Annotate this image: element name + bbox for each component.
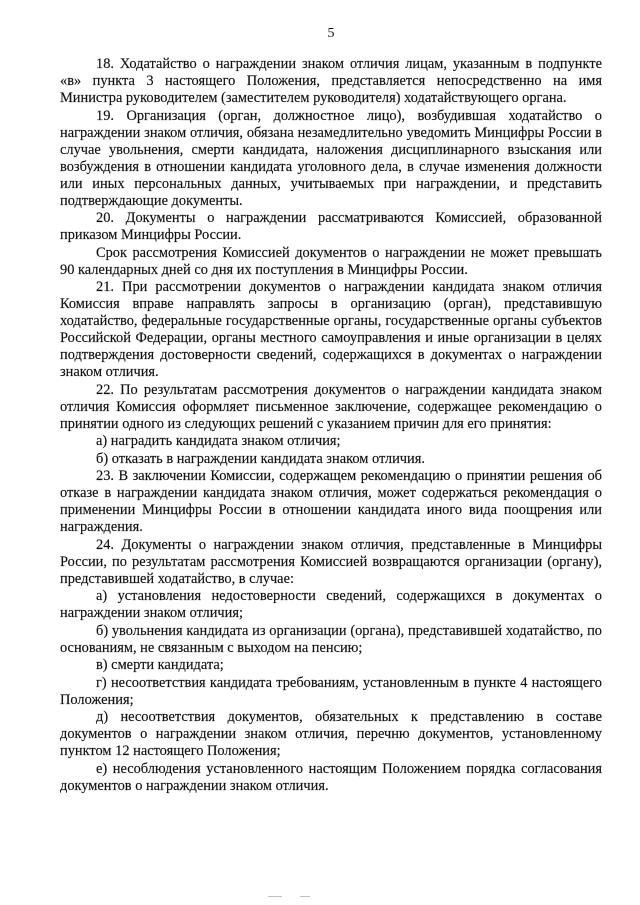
paragraph-23: 23. В заключении Комиссии, содержащем рекомендацию о принятии решения об отказе в награждении кандидата знаком отличия, может содержаться рекомендация о применении Минцифры России в отношении кандидата иного вида поощрения или награждения. bbox=[60, 468, 602, 535]
paragraph-24-a: а) установления недостоверности сведений, содержащихся в документах о награждении знаком отличия; bbox=[60, 588, 602, 621]
paragraph-20-term: Срок рассмотрения Комиссией документов о награждении не может превышать 90 календарных дней со дня их поступления в Минцифры России. bbox=[60, 244, 602, 278]
paragraph-22-a: а) наградить кандидата знаком отличия; bbox=[96, 433, 341, 449]
paragraph-20: 20. Документы о награждении рассматриваются Комиссией, образованной приказом Минцифры России. bbox=[60, 210, 602, 243]
paragraph-24-d: д) несоответствия документов, обязательных к представлению в составе документов о награждении знаком отличия, перечню документов, установленному пунктом 12 настоящего Положения; bbox=[60, 709, 602, 759]
paragraph-24-e: е) несоблюдения установленного настоящим Положением порядка согласования документов о награждении знаком отличия. bbox=[60, 760, 602, 794]
document-body bbox=[60, 56, 602, 795]
paragraph-22-b: б) отказать в награждении кандидата знаком отличия. bbox=[96, 450, 425, 467]
scan-artifact-line bbox=[300, 896, 310, 897]
paragraph-24-g: г) несоответствия кандидата требованиям, установленным в пункте 4 настоящего Положения; bbox=[60, 674, 602, 708]
page-number: 5 bbox=[327, 26, 335, 41]
scan-artifact-line bbox=[268, 896, 282, 897]
paragraph-24-v: в) смерти кандидата; bbox=[96, 657, 224, 673]
paragraph-18: 18. Ходатайство о награждении знаком отличия лицам, указанным в подпункте «в» пункта 3 настоящего Положения, представляется непосредственно на имя Министра руководителем (заместителем руководителя) ходатайствующего органа. bbox=[60, 56, 602, 106]
paragraph-22: 22. По результатам рассмотрения документов о награждении кандидата знаком отличия Комиссия оформляет письменное заключение, содержащее рекомендацию о принятии одного из следующих решений с указанием причин для его принятия: bbox=[60, 381, 602, 432]
paragraph-19: 19. Организация (орган, должностное лицо), возбудившая ходатайство о награждении знаком отличия, обязана незамедлительно уведомить Минцифры России в случае увольнения, смерти кандидата, наложения дисциплинарного взыскания или возбуждения в отношении кандидата уголовного дела, в случае изменения должности или иных персональных данных, учитываемых при награждении, и представить подтверждающие документы. bbox=[60, 107, 602, 209]
paragraph-21: 21. При рассмотрении документов о награждении кандидата знаком отличия Комиссия вправе направлять запросы в организацию (орган), представившую ходатайство, федеральные государственные органы, государственные органы субъектов Российской Федерации, органы местного самоуправления и иные организации в целях подтверждения достоверности сведений, содержащихся в документах о награждении знаком отличия. bbox=[60, 279, 602, 380]
paragraph-24: 24. Документы о награждении знаком отличия, представленные в Минцифры России, по результатам рассмотрения Комиссией возвращаются организации (органу), представившей ходатайство, в случае: bbox=[60, 536, 602, 587]
paragraph-24-b: б) увольнения кандидата из организации (органа), представившей ходатайство, по основаниям, не связанным с выходом на пенсию; bbox=[60, 622, 602, 656]
